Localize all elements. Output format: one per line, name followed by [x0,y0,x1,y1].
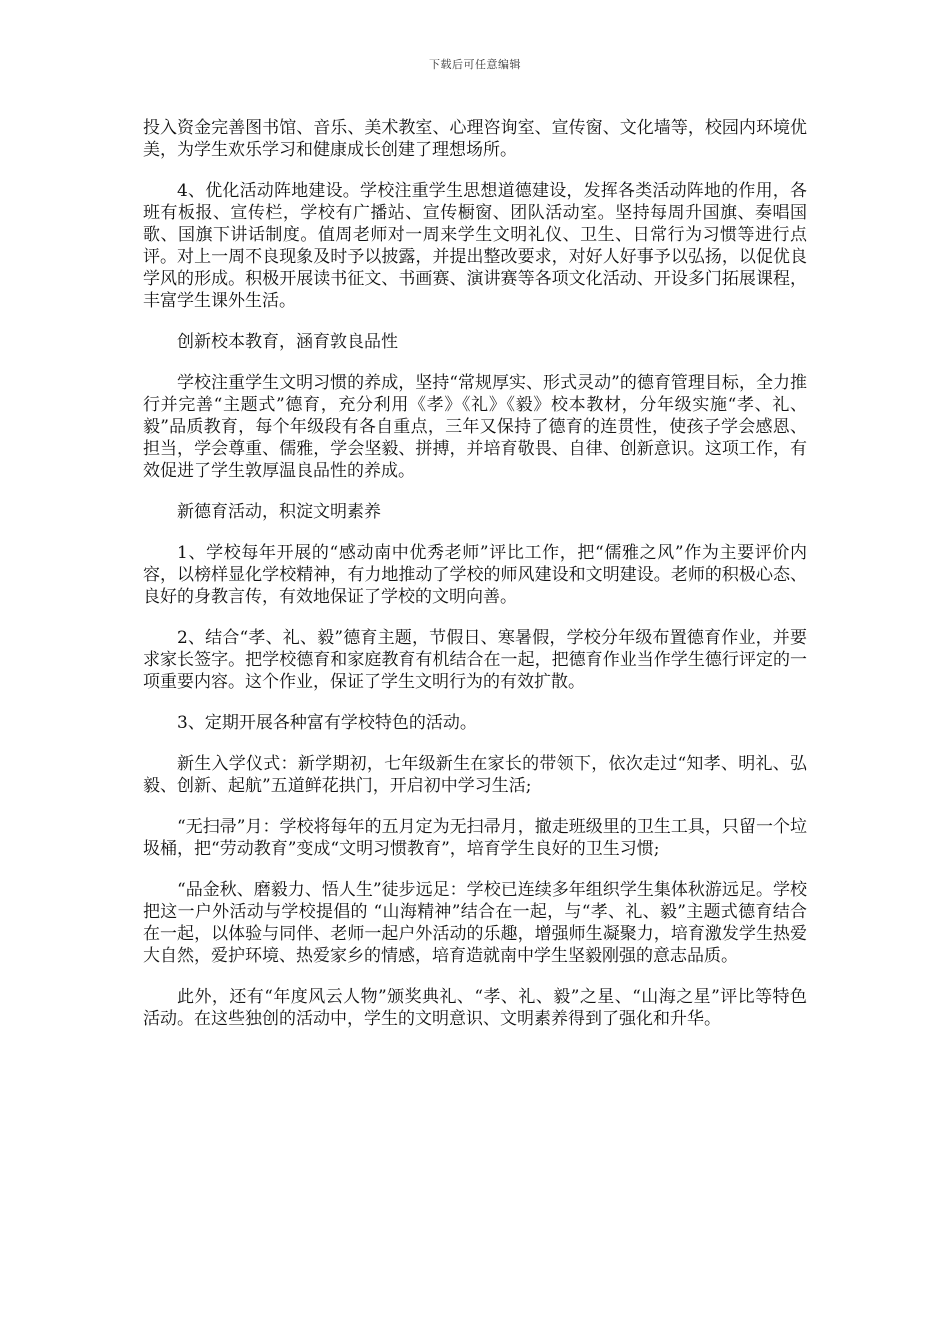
paragraph-special-activities: 3、定期开展各种富有学校特色的活动。 [177,713,477,733]
paragraph-teacher-selection: 1、学校每年开展的“感动南中优秀老师”评比工作，把“儒雅之风”作为主要评价内容，以榜样显化学校精神，有力地推动了学校的师风建设和文明建设。老师的积极心态、良好的身教言传，有效地保证了学校的文明向善。 [143,543,807,607]
section-heading-school-based-education: 创新校本教育，涵育敦良品性 [177,332,398,352]
paragraph-facilities: 投入资金完善图书馆、音乐、美术教室、心理咨询室、宣传窗、文化墙等，校园内环境优美，为学生欢乐学习和健康成长创建了理想场所。 [143,118,807,160]
paragraph-moral-homework: 2、结合“孝、礼、毅”德育主题，节假日、寒暑假，学校分年级布置德育作业，并要求家长签字。把学校德育和家庭教育有机结合在一起，把德育作业当作学生德行评定的一项重要内容。这个作业，保证了学生文明行为的有效扩散。 [143,628,807,692]
paragraph-awards: 此外，还有“年度风云人物”颁奖典礼、“孝、礼、毅”之星、“山海之星”评比等特色活动。在这些独创的活动中，学生的文明意识、文明素养得到了强化和升华。 [143,987,807,1029]
page-header-note: 下载后可任意编辑 [429,58,521,71]
section-heading-moral-activities: 新德育活动，积淀文明素养 [177,502,381,522]
paragraph-enrollment-ceremony: 新生入学仪式：新学期初，七年级新生在家长的带领下，依次走过“知孝、明礼、弘毅、创新、起航”五道鲜花拱门，开启初中学习生活; [143,754,807,796]
document-body [143,117,807,1049]
paragraph-no-broom-month: “无扫帚”月：学校将每年的五月定为无扫帚月，撤走班级里的卫生工具，只留一个垃圾桶，把“劳动教育”变成“文明习惯教育”，培育学生良好的卫生习惯; [143,817,807,859]
paragraph-activity-positions: 4、优化活动阵地建设。学校注重学生思想道德建设，发挥各类活动阵地的作用，各班有板报、宣传栏，学校有广播站、宣传橱窗、团队活动室。坚持每周升国旗、奏唱国歌、国旗下讲话制度。值周老师对一周来学生文明礼仪、卫生、日常行为习惯等进行点评。对上一周不良现象及时予以披露，并提出整改要求，对好人好事予以弘扬，以促优良学风的形成。积极开展读书征文、书画赛、演讲赛等各项文化活动、开设多门拓展课程，丰富学生课外生活。 [143,181,807,311]
paragraph-hiking: “品金秋、磨毅力、悟人生”徒步远足：学校已连续多年组织学生集体秋游远足。学校把这一户外活动与学校提倡的 “山海精神”结合在一起，与“孝、礼、毅”主题式德育结合在一起，以体验与同伴、老师一起户外活动的乐趣，增强师生凝聚力，培育激发学生热爱大自然，爱护环境、热爱家乡的情感，培育造就南中学生坚毅刚强的意志品质。 [143,880,807,966]
paragraph-civilized-habits: 学校注重学生文明习惯的养成，坚持“常规厚实、形式灵动”的德育管理目标，全力推行并完善“主题式”德育，充分利用《孝》《礼》《毅》校本教材，分年级实施“孝、礼、毅”品质教育，每个年级段有各自重点，三年又保持了德育的连贯性，使孩子学会感恩、担当，学会尊重、儒雅，学会坚毅、拼搏，并培育敬畏、自律、创新意识。这项工作，有效促进了学生敦厚温良品性的养成。 [143,373,807,481]
